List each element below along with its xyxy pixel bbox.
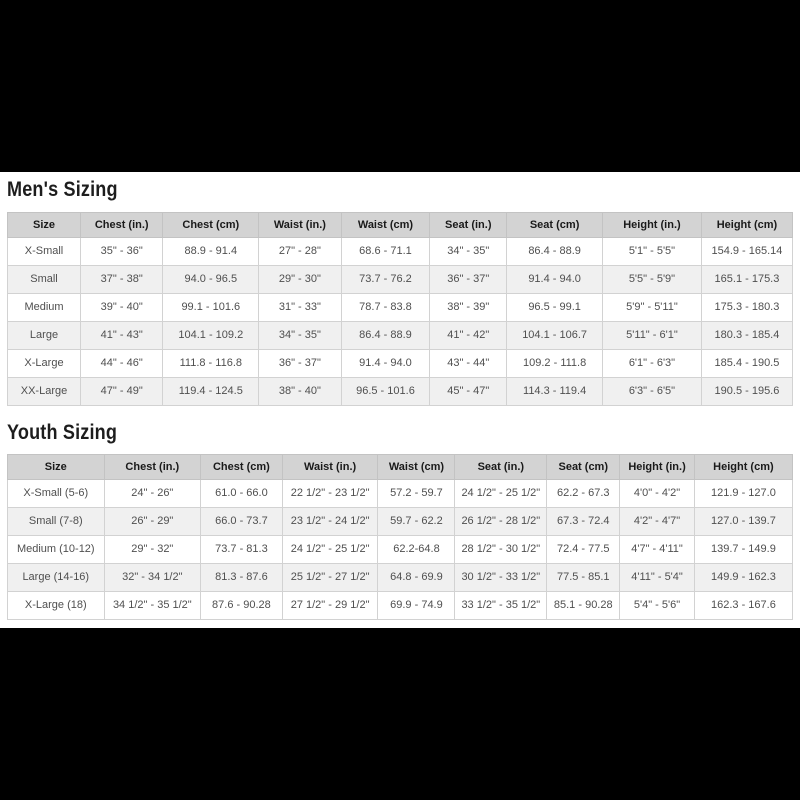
column-header: Height (cm) — [701, 213, 792, 238]
value-cell: 86.4 - 88.9 — [507, 238, 603, 266]
value-cell: 34 1/2" - 35 1/2" — [104, 592, 201, 620]
column-header: Height (cm) — [694, 455, 792, 480]
value-cell: 104.1 - 109.2 — [163, 322, 259, 350]
size-cell: X-Large (18) — [8, 592, 105, 620]
value-cell: 154.9 - 165.14 — [701, 238, 792, 266]
value-cell: 41" - 43" — [81, 322, 163, 350]
value-cell: 91.4 - 94.0 — [341, 350, 430, 378]
column-header: Chest (cm) — [201, 455, 283, 480]
column-header: Waist (cm) — [378, 455, 455, 480]
value-cell: 99.1 - 101.6 — [163, 294, 259, 322]
table-row — [8, 536, 793, 564]
column-header: Seat (in.) — [430, 213, 507, 238]
column-header: Size — [8, 213, 81, 238]
value-cell: 5'11" - 6'1" — [603, 322, 702, 350]
top-black-bar — [0, 0, 800, 172]
value-cell: 47" - 49" — [81, 378, 163, 406]
value-cell: 5'5" - 5'9" — [603, 266, 702, 294]
value-cell: 35" - 36" — [81, 238, 163, 266]
value-cell: 25 1/2" - 27 1/2" — [282, 564, 378, 592]
value-cell: 77.5 - 85.1 — [547, 564, 620, 592]
value-cell: 6'3" - 6'5" — [603, 378, 702, 406]
value-cell: 22 1/2" - 23 1/2" — [282, 480, 378, 508]
youth-sizing-table — [7, 454, 793, 620]
value-cell: 36" - 37" — [430, 266, 507, 294]
table-row — [8, 266, 793, 294]
column-header: Seat (in.) — [455, 455, 547, 480]
size-cell: X-Small (5-6) — [8, 480, 105, 508]
value-cell: 66.0 - 73.7 — [201, 508, 283, 536]
value-cell: 69.9 - 74.9 — [378, 592, 455, 620]
table-row — [8, 322, 793, 350]
column-header: Waist (in.) — [259, 213, 341, 238]
value-cell: 59.7 - 62.2 — [378, 508, 455, 536]
value-cell: 104.1 - 106.7 — [507, 322, 603, 350]
value-cell: 175.3 - 180.3 — [701, 294, 792, 322]
value-cell: 62.2-64.8 — [378, 536, 455, 564]
value-cell: 57.2 - 59.7 — [378, 480, 455, 508]
value-cell: 26" - 29" — [104, 508, 201, 536]
column-header: Seat (cm) — [547, 455, 620, 480]
column-header: Height (in.) — [620, 455, 695, 480]
value-cell: 4'11" - 5'4" — [620, 564, 695, 592]
youth-sizing-section — [7, 421, 793, 620]
size-cell: Medium (10-12) — [8, 536, 105, 564]
value-cell: 111.8 - 116.8 — [163, 350, 259, 378]
mens-sizing-table — [7, 212, 793, 406]
value-cell: 68.6 - 71.1 — [341, 238, 430, 266]
value-cell: 73.7 - 76.2 — [341, 266, 430, 294]
sizing-content — [0, 172, 800, 628]
value-cell: 39" - 40" — [81, 294, 163, 322]
value-cell: 34" - 35" — [259, 322, 341, 350]
value-cell: 24 1/2" - 25 1/2" — [455, 480, 547, 508]
value-cell: 38" - 39" — [430, 294, 507, 322]
value-cell: 30 1/2" - 33 1/2" — [455, 564, 547, 592]
value-cell: 119.4 - 124.5 — [163, 378, 259, 406]
value-cell: 4'2" - 4'7" — [620, 508, 695, 536]
value-cell: 91.4 - 94.0 — [507, 266, 603, 294]
value-cell: 32" - 34 1/2" — [104, 564, 201, 592]
value-cell: 96.5 - 101.6 — [341, 378, 430, 406]
table-row — [8, 350, 793, 378]
value-cell: 41" - 42" — [430, 322, 507, 350]
value-cell: 149.9 - 162.3 — [694, 564, 792, 592]
table-row — [8, 564, 793, 592]
value-cell: 109.2 - 111.8 — [507, 350, 603, 378]
size-cell: Medium — [8, 294, 81, 322]
value-cell: 121.9 - 127.0 — [694, 480, 792, 508]
value-cell: 36" - 37" — [259, 350, 341, 378]
value-cell: 61.0 - 66.0 — [201, 480, 283, 508]
bottom-black-bar — [0, 628, 800, 800]
size-cell: XX-Large — [8, 378, 81, 406]
column-header: Chest (in.) — [81, 213, 163, 238]
value-cell: 87.6 - 90.28 — [201, 592, 283, 620]
table-row — [8, 592, 793, 620]
value-cell: 33 1/2" - 35 1/2" — [455, 592, 547, 620]
value-cell: 114.3 - 119.4 — [507, 378, 603, 406]
value-cell: 67.3 - 72.4 — [547, 508, 620, 536]
value-cell: 88.9 - 91.4 — [163, 238, 259, 266]
column-header: Chest (in.) — [104, 455, 201, 480]
value-cell: 78.7 - 83.8 — [341, 294, 430, 322]
table-row — [8, 378, 793, 406]
value-cell: 45" - 47" — [430, 378, 507, 406]
value-cell: 29" - 32" — [104, 536, 201, 564]
header-row — [8, 213, 793, 238]
value-cell: 27 1/2" - 29 1/2" — [282, 592, 378, 620]
value-cell: 185.4 - 190.5 — [701, 350, 792, 378]
size-cell: Large — [8, 322, 81, 350]
value-cell: 5'1" - 5'5" — [603, 238, 702, 266]
column-header: Seat (cm) — [507, 213, 603, 238]
mens-sizing-title: Men's Sizing — [7, 178, 118, 201]
value-cell: 72.4 - 77.5 — [547, 536, 620, 564]
column-header: Size — [8, 455, 105, 480]
value-cell: 4'0" - 4'2" — [620, 480, 695, 508]
table-row — [8, 294, 793, 322]
value-cell: 94.0 - 96.5 — [163, 266, 259, 294]
value-cell: 86.4 - 88.9 — [341, 322, 430, 350]
value-cell: 162.3 - 167.6 — [694, 592, 792, 620]
value-cell: 5'4" - 5'6" — [620, 592, 695, 620]
size-cell: Small (7-8) — [8, 508, 105, 536]
column-header: Waist (in.) — [282, 455, 378, 480]
value-cell: 190.5 - 195.6 — [701, 378, 792, 406]
size-cell: Large (14-16) — [8, 564, 105, 592]
value-cell: 165.1 - 175.3 — [701, 266, 792, 294]
value-cell: 28 1/2" - 30 1/2" — [455, 536, 547, 564]
value-cell: 5'9" - 5'11" — [603, 294, 702, 322]
value-cell: 64.8 - 69.9 — [378, 564, 455, 592]
size-cell: X-Small — [8, 238, 81, 266]
size-cell: X-Large — [8, 350, 81, 378]
value-cell: 34" - 35" — [430, 238, 507, 266]
value-cell: 24" - 26" — [104, 480, 201, 508]
value-cell: 37" - 38" — [81, 266, 163, 294]
value-cell: 29" - 30" — [259, 266, 341, 294]
value-cell: 4'7" - 4'11" — [620, 536, 695, 564]
table-row — [8, 238, 793, 266]
column-header: Height (in.) — [603, 213, 702, 238]
value-cell: 6'1" - 6'3" — [603, 350, 702, 378]
column-header: Chest (cm) — [163, 213, 259, 238]
value-cell: 62.2 - 67.3 — [547, 480, 620, 508]
youth-sizing-title: Youth Sizing — [7, 421, 118, 444]
value-cell: 81.3 - 87.6 — [201, 564, 283, 592]
value-cell: 43" - 44" — [430, 350, 507, 378]
column-header: Waist (cm) — [341, 213, 430, 238]
table-row — [8, 480, 793, 508]
value-cell: 23 1/2" - 24 1/2" — [282, 508, 378, 536]
size-cell: Small — [8, 266, 81, 294]
value-cell: 38" - 40" — [259, 378, 341, 406]
value-cell: 44" - 46" — [81, 350, 163, 378]
mens-sizing-section — [7, 178, 793, 406]
value-cell: 27" - 28" — [259, 238, 341, 266]
value-cell: 85.1 - 90.28 — [547, 592, 620, 620]
value-cell: 24 1/2" - 25 1/2" — [282, 536, 378, 564]
value-cell: 73.7 - 81.3 — [201, 536, 283, 564]
value-cell: 127.0 - 139.7 — [694, 508, 792, 536]
header-row — [8, 455, 793, 480]
value-cell: 180.3 - 185.4 — [701, 322, 792, 350]
value-cell: 96.5 - 99.1 — [507, 294, 603, 322]
value-cell: 31" - 33" — [259, 294, 341, 322]
value-cell: 26 1/2" - 28 1/2" — [455, 508, 547, 536]
table-row — [8, 508, 793, 536]
value-cell: 139.7 - 149.9 — [694, 536, 792, 564]
